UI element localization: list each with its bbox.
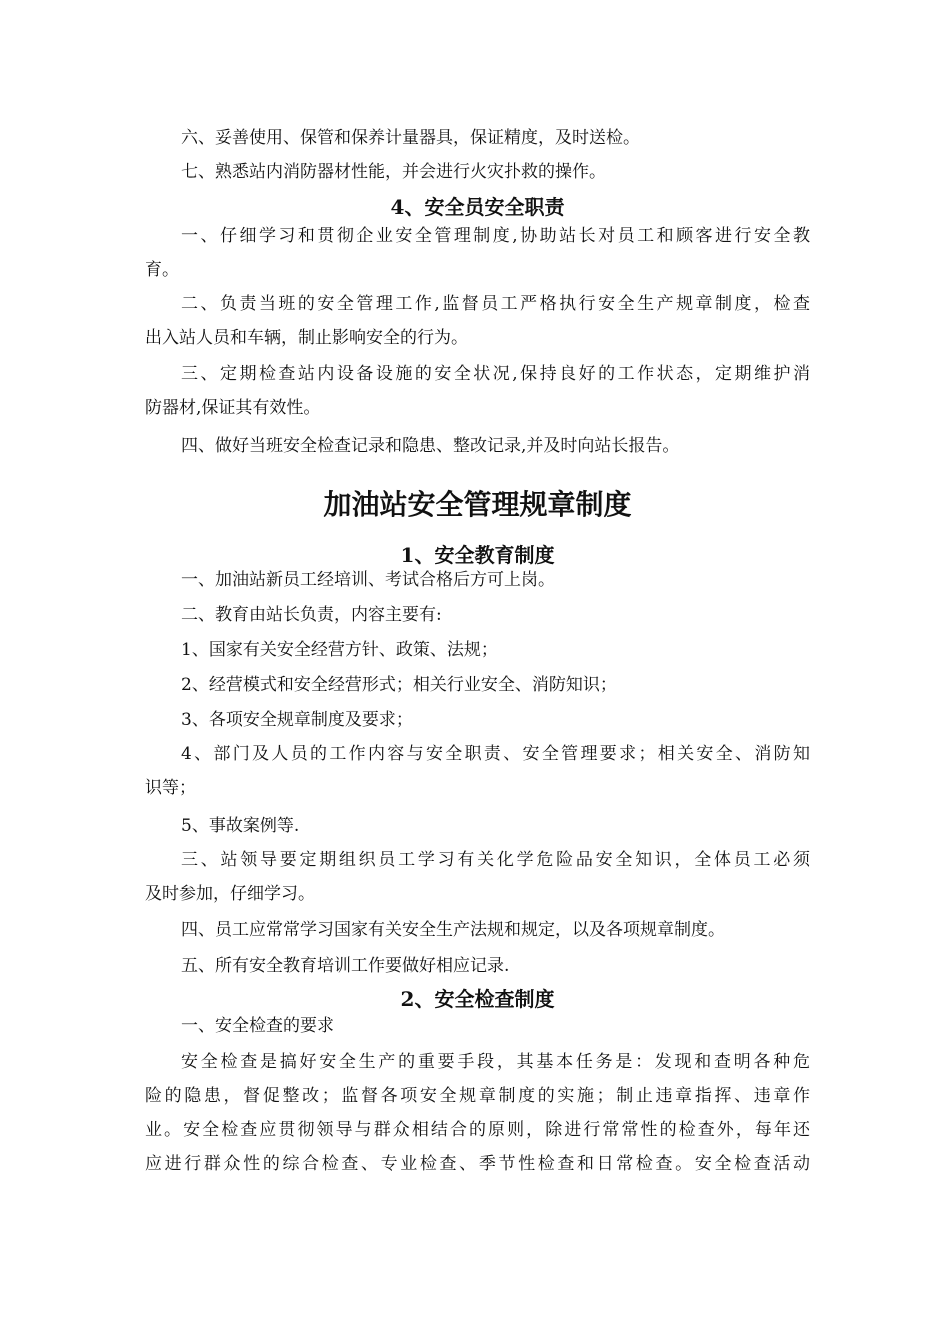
text-line: 识等； bbox=[145, 778, 196, 798]
section-heading: 1、安全教育制度 bbox=[400, 543, 555, 567]
paragraph bbox=[145, 1045, 810, 1181]
text-line: 五、所有安全教育培训工作要做好相应记录. bbox=[181, 956, 510, 976]
text-line: 及时参加，仔细学习。 bbox=[145, 884, 315, 904]
text-line: 四、员工应常常学习国家有关安全生产法规和规定，以及各项规章制度。 bbox=[181, 920, 725, 940]
text-line: 应进行群众性的综合检查、专业检查、季节性检查和日常检查。安全检查活动 bbox=[145, 1154, 810, 1174]
text-line: 4、部门及人员的工作内容与安全职责、安全管理要求；相关安全、消防知 bbox=[181, 744, 810, 764]
text-line: 1、国家有关安全经营方针、政策、法规； bbox=[181, 640, 498, 660]
section-heading: 4、安全员安全职责 bbox=[390, 195, 565, 219]
text-line: 育。 bbox=[145, 260, 179, 280]
page-title: 加油站安全管理规章制度 bbox=[323, 488, 632, 521]
text-line: 2、经营模式和安全经营形式；相关行业安全、消防知识； bbox=[181, 675, 617, 695]
paragraph bbox=[145, 737, 810, 805]
text-line: 三、定期检查站内设备设施的安全状况,保持良好的工作状态，定期维护消 bbox=[181, 364, 810, 384]
paragraph bbox=[145, 843, 810, 911]
text-line: 安全检查是搞好安全生产的重要手段，其基本任务是：发现和查明各种危 bbox=[181, 1052, 810, 1072]
text-line: 二、教育由站长负责，内容主要有: bbox=[181, 605, 442, 625]
text-line: 5、事故案例等. bbox=[181, 816, 300, 836]
paragraph bbox=[145, 287, 810, 355]
section-heading: 2、安全检查制度 bbox=[400, 987, 555, 1011]
text-line: 二、负责当班的安全管理工作,监督员工严格执行安全生产规章制度，检查 bbox=[181, 294, 810, 314]
text-line: 六、妥善使用、保管和保养计量器具，保证精度，及时送检。 bbox=[181, 128, 640, 148]
paragraph bbox=[145, 219, 810, 287]
text-line: 一、安全检查的要求 bbox=[181, 1016, 334, 1036]
text-line: 三、站领导要定期组织员工学习有关化学危险品安全知识，全体员工必须 bbox=[181, 850, 810, 870]
text-line: 一、加油站新员工经培训、考试合格后方可上岗。 bbox=[181, 570, 555, 590]
text-line: 出入站人员和车辆，制止影响安全的行为。 bbox=[145, 328, 468, 348]
text-line: 3、各项安全规章制度及要求； bbox=[181, 710, 413, 730]
text-line: 一、仔细学习和贯彻企业安全管理制度,协助站长对员工和顾客进行安全教 bbox=[181, 226, 810, 246]
text-line: 四、做好当班安全检查记录和隐患、整改记录,并及时向站长报告。 bbox=[181, 436, 680, 456]
text-line: 业。安全检查应贯彻领导与群众相结合的原则，除进行常常性的检查外，每年还 bbox=[145, 1120, 810, 1140]
text-line: 险的隐患，督促整改；监督各项安全规章制度的实施；制止违章指挥、违章作 bbox=[145, 1086, 810, 1106]
text-line: 七、熟悉站内消防器材性能，并会进行火灾扑救的操作。 bbox=[181, 162, 606, 182]
paragraph bbox=[145, 357, 810, 425]
text-line: 防器材,保证其有效性。 bbox=[145, 398, 321, 418]
